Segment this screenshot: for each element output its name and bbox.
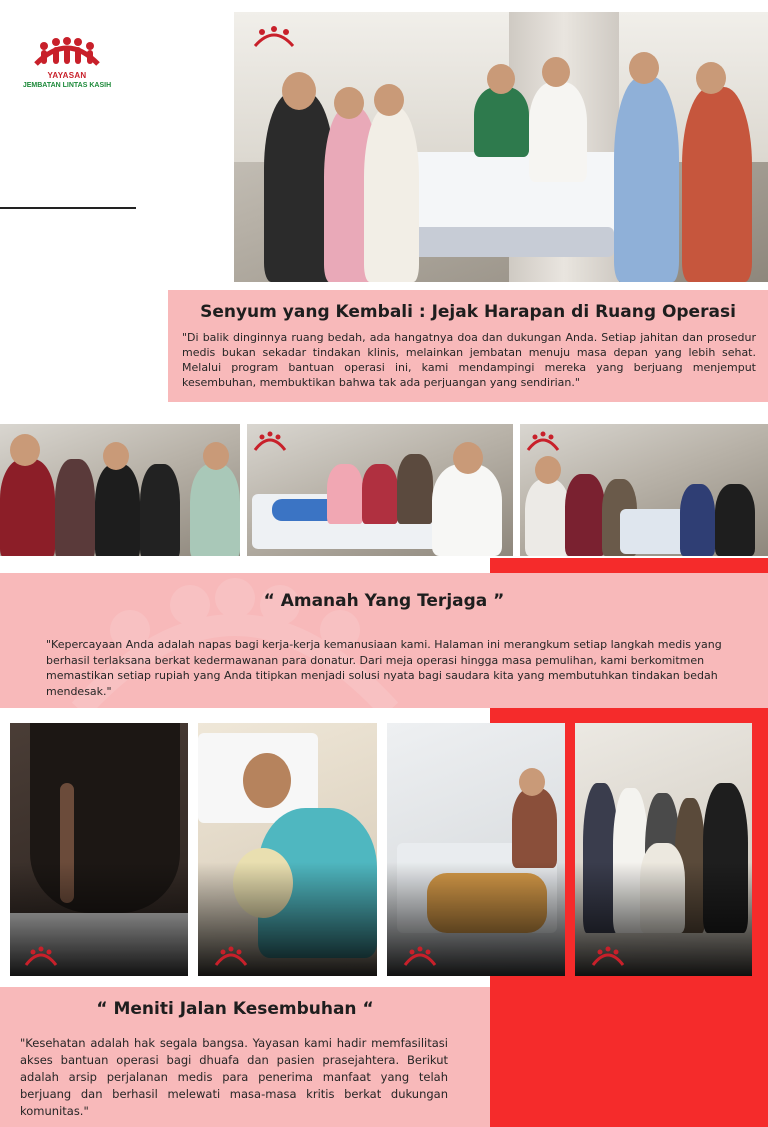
photo-group-visit-1: [0, 424, 240, 556]
watermark-logo-icon: [403, 945, 437, 967]
foundation-logo: [18, 36, 116, 90]
logo-text-name: JEMBATAN LINTAS KASIH: [22, 82, 112, 89]
section2-content: [0, 573, 768, 708]
watermark-logo-icon: [24, 945, 58, 967]
watermark-logo-icon: [253, 430, 287, 452]
photo-surgical-scar: [10, 723, 188, 976]
section2-title: “ Amanah Yang Terjaga ”: [263, 591, 505, 611]
logo-text-yayasan: YAYASAN: [47, 71, 87, 80]
watermark-logo-icon: [252, 24, 296, 48]
section1-title: Senyum yang Kembali : Jejak Harapan di Ruang Operasi: [200, 302, 736, 322]
watermark-logo-icon: [214, 945, 248, 967]
section3-box: [0, 987, 490, 1127]
photo-group-recovery: [575, 723, 752, 976]
section3-body: "Kesehatan adalah hak segala bangsa. Yayasan kami hadir memfasilitasi akses bantuan operasi bagi dhuafa dan pasien prasejahtera. Berikut adalah arsip perjalanan medis para penerima manfaat yang telah berjuang dan berhasil melewati masa-masa kritis berkat dukungan komunitas.": [20, 1036, 448, 1118]
photo-group-visit-2: [247, 424, 513, 556]
watermark-logo-icon: [526, 430, 560, 452]
watermark-logo-icon: [591, 945, 625, 967]
divider-line: [0, 207, 136, 209]
photo-patient-in-bed: [387, 723, 565, 976]
people-circle-logo-icon: [32, 36, 102, 66]
section1-box: [168, 290, 768, 402]
section1-body: "Di balik dinginnya ruang bedah, ada hangatnya doa dan dukungan Anda. Setiap jahitan dan prosedur medis bukan sekadar tindakan klinis, melainkan jembatan menuju masa depan yang lebih sehat. Melalui program bantuan operasi ini, kami mendampingi mereka yang berjuang menjemput kesembuhan, membuktikan bahwa tak ada perjuangan yang sendirian.": [182, 331, 756, 389]
section3-title: “ Meniti Jalan Kesembuhan “: [96, 999, 374, 1019]
photo-patient-smiling: [198, 723, 377, 976]
photo-group-visit-3: [520, 424, 768, 556]
hero-photo-hospital-visit: [234, 12, 768, 282]
section2-body: "Kepercayaan Anda adalah napas bagi kerja-kerja kemanusiaan kami. Halaman ini merangkum setiap langkah medis yang berhasil terlaksana berkat kedermawanan para donatur. Dari meja operasi hingga masa pemulihan, kami berkomitmen memastikan setiap rupiah yang Anda titipkan menjadi solusi nyata bagi saudara kita yang membutuhkan tindakan bedah mendesak.": [46, 638, 722, 698]
